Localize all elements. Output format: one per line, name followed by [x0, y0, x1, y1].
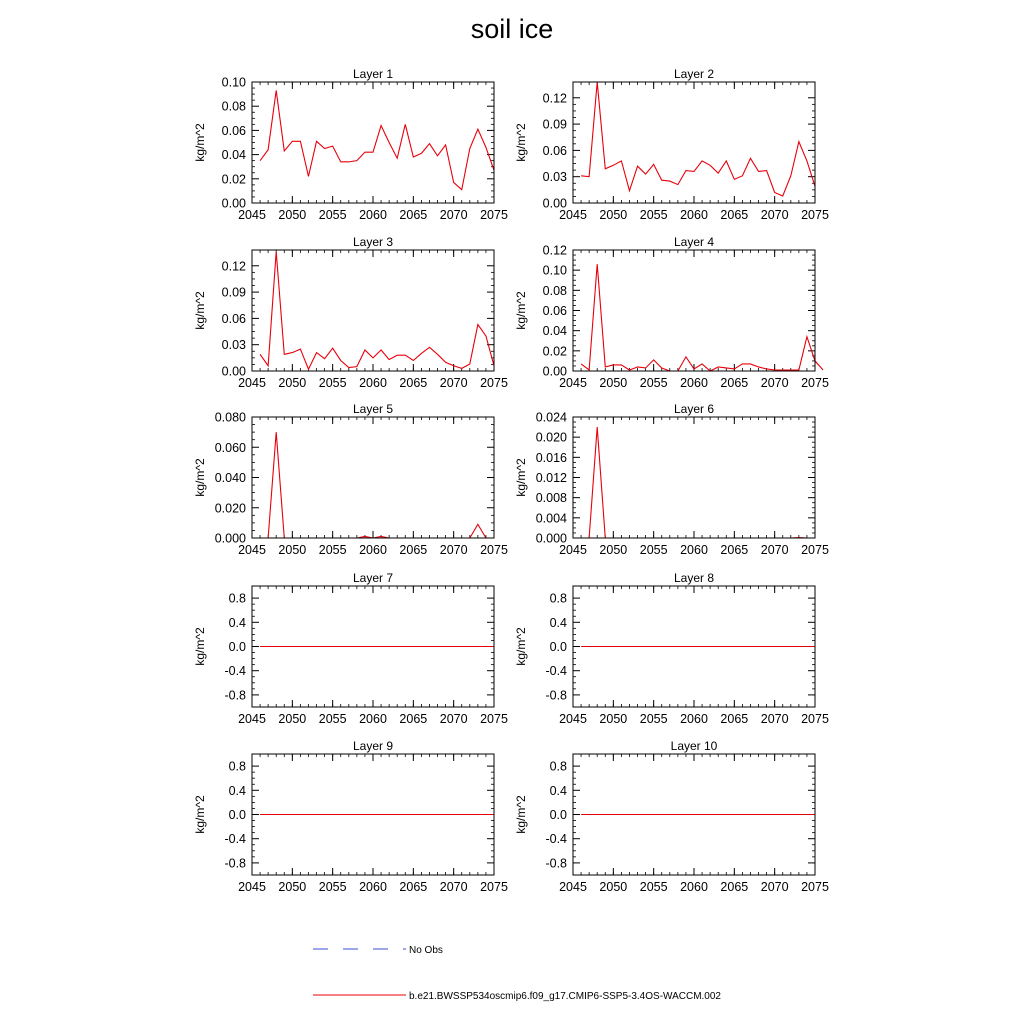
y-axis-label: kg/m^2	[514, 291, 528, 330]
x-tick-label: 2050	[278, 880, 307, 894]
chart-panel-1	[193, 67, 508, 222]
y-tick-label: -0.8	[545, 688, 567, 703]
chart-panel-10	[514, 739, 829, 894]
y-tick-label: 0.02	[542, 344, 567, 359]
y-tick-label: -0.4	[224, 832, 246, 847]
chart-panel-7	[193, 571, 508, 726]
x-tick-label: 2060	[680, 376, 708, 390]
x-tick-label: 2050	[599, 543, 628, 557]
x-tick-label: 2050	[599, 376, 628, 390]
panel-title: Layer 2	[673, 67, 715, 81]
x-tick-label: 2045	[559, 880, 587, 894]
legend-obs-label: No Obs	[409, 945, 443, 956]
series-line-model	[260, 432, 494, 538]
x-tick-label: 2055	[318, 208, 347, 222]
y-tick-label: 0.00	[221, 364, 246, 379]
chart-panel-8	[514, 571, 829, 726]
y-tick-label: 0.0	[228, 640, 246, 654]
panel-title: Layer 7	[352, 571, 394, 585]
x-tick-label: 2070	[760, 208, 789, 222]
y-tick-label: 0.8	[549, 759, 567, 774]
x-tick-label: 2055	[318, 376, 347, 390]
x-tick-label: 2060	[359, 376, 387, 390]
x-tick-label: 2075	[801, 712, 829, 726]
y-tick-label: 0.06	[221, 123, 246, 138]
y-tick-label: 0.08	[221, 99, 246, 114]
y-axis-label: kg/m^2	[193, 458, 207, 497]
x-tick-label: 2070	[760, 376, 789, 390]
x-tick-label: 2055	[639, 712, 668, 726]
x-tick-label: 2045	[238, 376, 266, 390]
x-tick-label: 2075	[480, 376, 508, 390]
panel-title: Layer 3	[352, 235, 394, 249]
panel-title: Layer 5	[352, 402, 394, 416]
x-tick-label: 2045	[238, 712, 266, 726]
x-tick-label: 2065	[720, 880, 749, 894]
x-tick-label: 2065	[720, 376, 749, 390]
y-tick-label: 0.04	[542, 324, 567, 339]
y-tick-label: 0.8	[228, 759, 246, 774]
x-tick-label: 2055	[639, 208, 668, 222]
panel-title: Layer 9	[352, 739, 394, 753]
y-tick-label: 0.060	[214, 440, 246, 455]
x-tick-label: 2070	[439, 712, 468, 726]
x-tick-label: 2050	[278, 712, 307, 726]
y-tick-label: 0.00	[221, 196, 246, 211]
panel-title: Layer 10	[670, 739, 718, 753]
y-tick-label: 0.000	[214, 531, 246, 546]
x-tick-label: 2070	[439, 543, 468, 557]
y-tick-label: 0.10	[221, 75, 246, 90]
series-line-model	[260, 90, 494, 189]
chart-panel-4	[514, 235, 829, 390]
y-tick-label: 0.08	[542, 283, 567, 298]
x-tick-label: 2045	[559, 208, 587, 222]
series-line-model	[581, 427, 815, 538]
y-tick-label: 0.04	[221, 148, 246, 163]
y-tick-label: 0.03	[221, 338, 246, 353]
x-tick-label: 2075	[480, 712, 508, 726]
y-tick-label: -0.4	[545, 832, 567, 847]
y-tick-label: 0.00	[542, 196, 567, 211]
y-tick-label: 0.020	[214, 501, 246, 516]
y-axis-label: kg/m^2	[514, 795, 528, 834]
y-tick-label: 0.080	[214, 410, 246, 425]
x-tick-label: 2060	[359, 208, 387, 222]
x-tick-label: 2045	[559, 543, 587, 557]
y-tick-label: 0.0	[549, 808, 567, 822]
x-tick-label: 2045	[238, 880, 266, 894]
y-tick-label: 0.03	[542, 170, 567, 185]
panel-title: Layer 4	[673, 235, 715, 249]
y-axis-label: kg/m^2	[514, 627, 528, 666]
y-tick-label: 0.00	[542, 364, 567, 379]
x-tick-label: 2070	[439, 880, 468, 894]
y-tick-label: 0.8	[228, 591, 246, 606]
x-tick-label: 2055	[639, 543, 668, 557]
x-tick-label: 2070	[760, 712, 789, 726]
chart-panel-9	[193, 739, 508, 894]
x-tick-label: 2050	[599, 208, 628, 222]
series-line-model	[581, 264, 823, 371]
y-axis-label: kg/m^2	[193, 627, 207, 666]
y-tick-label: -0.4	[545, 664, 567, 679]
x-tick-label: 2050	[278, 376, 307, 390]
x-tick-label: 2055	[318, 880, 347, 894]
y-axis-label: kg/m^2	[514, 458, 528, 497]
y-tick-label: 0.4	[549, 783, 567, 798]
y-tick-label: 0.020	[535, 430, 567, 445]
chart-panel-2	[514, 67, 829, 222]
x-tick-label: 2075	[480, 880, 508, 894]
y-tick-label: 0.09	[542, 117, 567, 132]
x-tick-label: 2065	[399, 376, 428, 390]
x-tick-label: 2065	[720, 543, 749, 557]
x-tick-label: 2075	[801, 543, 829, 557]
y-tick-label: 0.000	[535, 531, 567, 546]
x-tick-label: 2050	[278, 543, 307, 557]
x-tick-label: 2070	[760, 880, 789, 894]
panel-title: Layer 8	[673, 571, 715, 585]
x-tick-label: 2060	[680, 880, 708, 894]
y-tick-label: 0.004	[535, 511, 567, 526]
y-tick-label: 0.02	[221, 172, 246, 187]
plot-frame	[252, 82, 494, 203]
y-axis-label: kg/m^2	[193, 123, 207, 162]
x-tick-label: 2060	[359, 880, 387, 894]
x-tick-label: 2070	[439, 208, 468, 222]
figure-title: soil ice	[470, 14, 554, 44]
x-tick-label: 2050	[278, 208, 307, 222]
plot-frame	[573, 82, 815, 203]
y-tick-label: 0.024	[535, 410, 567, 425]
x-tick-label: 2065	[399, 880, 428, 894]
y-axis-label: kg/m^2	[193, 291, 207, 330]
y-tick-label: 0.10	[542, 263, 567, 278]
x-tick-label: 2075	[480, 208, 508, 222]
x-tick-label: 2045	[238, 208, 266, 222]
y-tick-label: 0.12	[542, 91, 567, 106]
y-tick-label: 0.012	[535, 471, 567, 485]
x-tick-label: 2075	[801, 208, 829, 222]
y-tick-label: 0.06	[221, 311, 246, 326]
plot-frame	[252, 417, 494, 538]
x-tick-label: 2075	[801, 880, 829, 894]
y-tick-label: 0.040	[214, 471, 246, 485]
x-tick-label: 2075	[480, 543, 508, 557]
x-tick-label: 2065	[720, 712, 749, 726]
x-tick-label: 2065	[720, 208, 749, 222]
plot-frame	[252, 250, 494, 371]
x-tick-label: 2070	[760, 543, 789, 557]
x-tick-label: 2055	[639, 880, 668, 894]
series-line-model	[260, 252, 494, 370]
series-line-model	[581, 82, 815, 196]
plot-frame	[573, 250, 815, 371]
y-tick-label: -0.8	[224, 856, 246, 871]
panel-title: Layer 1	[352, 67, 394, 81]
y-tick-label: 0.4	[549, 615, 567, 630]
legend	[313, 945, 721, 1002]
x-tick-label: 2055	[318, 543, 347, 557]
x-tick-label: 2060	[359, 543, 387, 557]
x-tick-label: 2045	[559, 376, 587, 390]
panel-title: Layer 6	[673, 402, 715, 416]
x-tick-label: 2065	[399, 712, 428, 726]
y-tick-label: -0.8	[224, 688, 246, 703]
y-tick-label: 0.12	[221, 259, 246, 274]
y-tick-label: 0.06	[542, 304, 567, 318]
y-axis-label: kg/m^2	[193, 795, 207, 834]
y-tick-label: -0.4	[224, 664, 246, 679]
y-tick-label: 0.12	[542, 243, 567, 258]
x-tick-label: 2055	[318, 712, 347, 726]
legend-model-label: b.e21.BWSSP534oscmip6.f09_g17.CMIP6-SSP5-3.4OS-WACCM.002	[409, 991, 721, 1002]
chart-panel-6	[514, 402, 829, 557]
x-tick-label: 2045	[559, 712, 587, 726]
x-tick-label: 2075	[801, 376, 829, 390]
chart-panel-3	[193, 235, 508, 390]
x-tick-label: 2065	[399, 543, 428, 557]
x-tick-label: 2070	[439, 376, 468, 390]
y-tick-label: 0.8	[549, 591, 567, 606]
y-tick-label: 0.06	[542, 143, 567, 158]
y-tick-label: 0.09	[221, 285, 246, 300]
y-tick-label: 0.0	[549, 640, 567, 654]
x-tick-label: 2065	[399, 208, 428, 222]
y-axis-label: kg/m^2	[514, 123, 528, 162]
x-tick-label: 2060	[680, 208, 708, 222]
y-tick-label: 0.4	[228, 783, 246, 798]
y-tick-label: 0.0	[228, 808, 246, 822]
x-tick-label: 2055	[639, 376, 668, 390]
y-tick-label: -0.8	[545, 856, 567, 871]
x-tick-label: 2050	[599, 712, 628, 726]
y-tick-label: 0.008	[535, 491, 567, 506]
x-tick-label: 2045	[238, 543, 266, 557]
plot-frame	[573, 417, 815, 538]
x-tick-label: 2060	[680, 712, 708, 726]
y-tick-label: 0.016	[535, 450, 567, 465]
chart-panel-5	[193, 402, 508, 557]
x-tick-label: 2050	[599, 880, 628, 894]
x-tick-label: 2060	[680, 543, 708, 557]
y-tick-label: 0.4	[228, 615, 246, 630]
x-tick-label: 2060	[359, 712, 387, 726]
